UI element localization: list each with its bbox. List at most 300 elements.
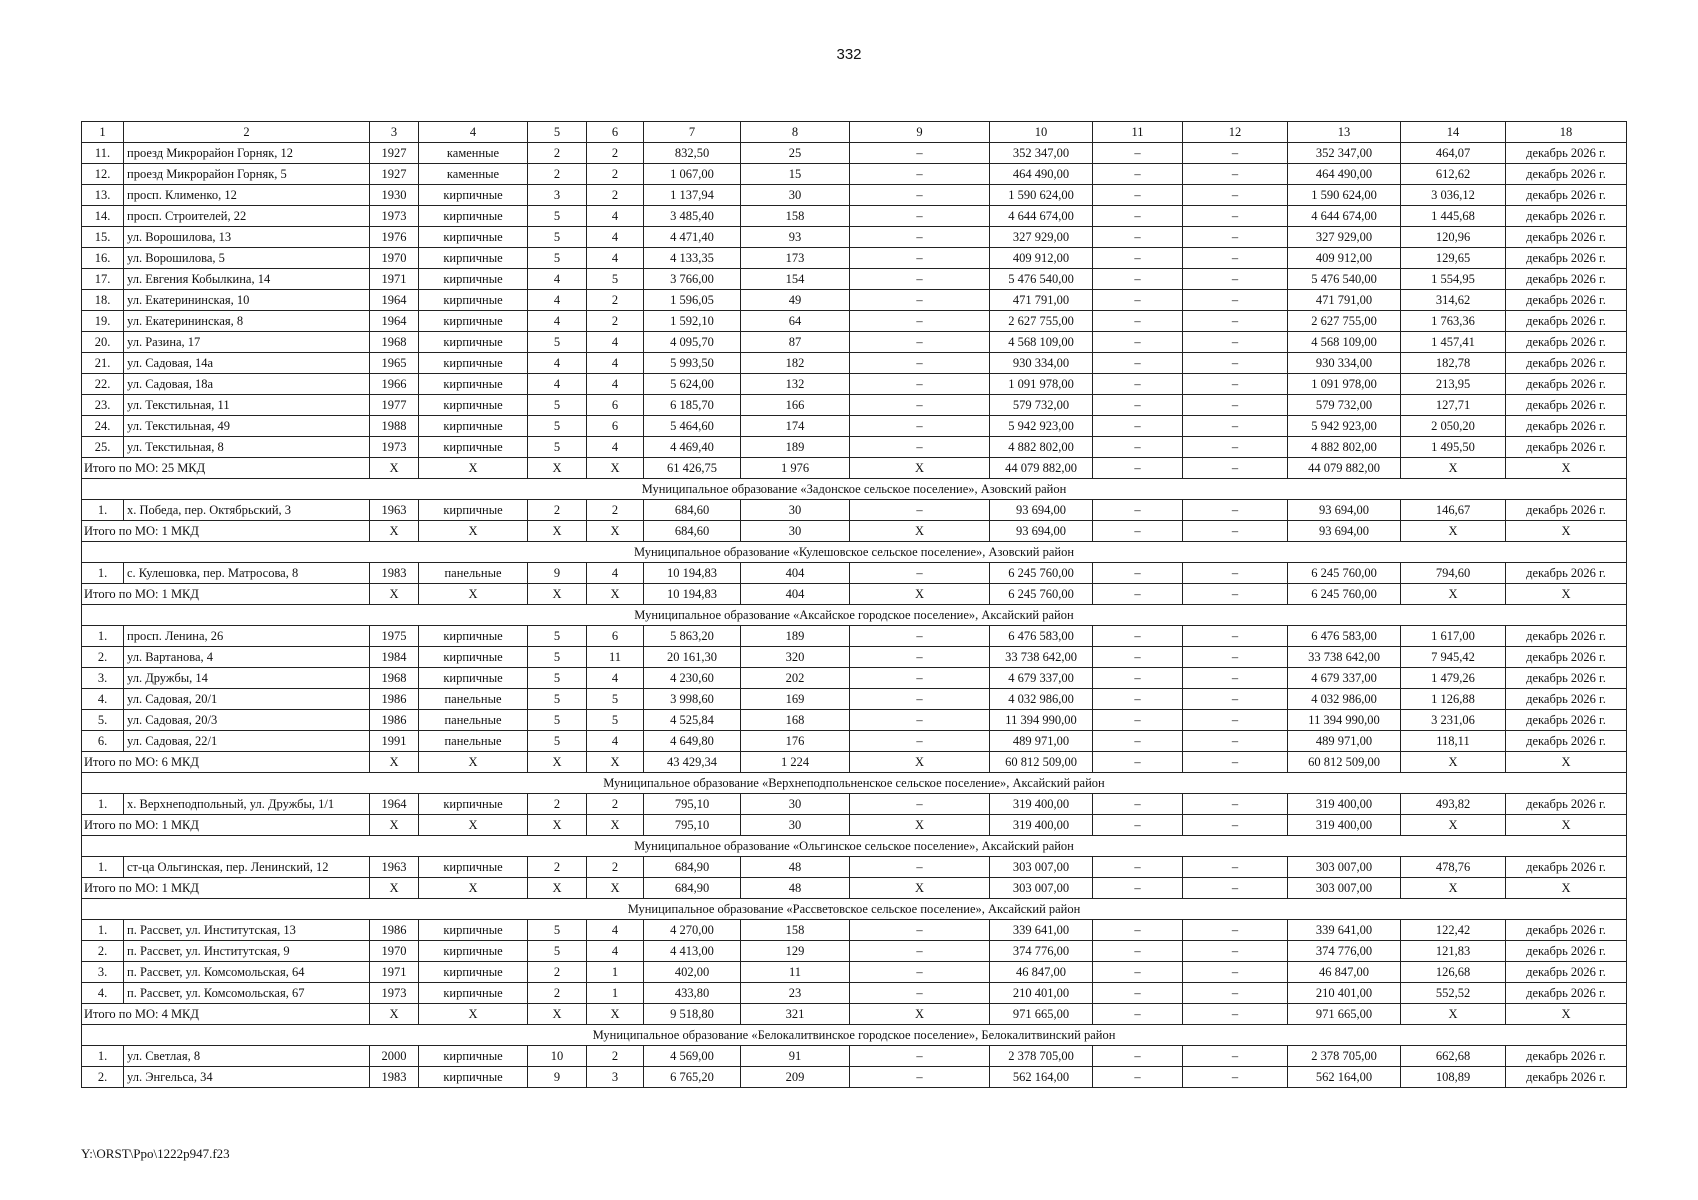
table-cell: 1 479,26: [1401, 668, 1506, 689]
table-cell: 11 394 990,00: [990, 710, 1093, 731]
table-cell: –: [1183, 626, 1288, 647]
table-cell: 1 763,36: [1401, 311, 1506, 332]
total-cell: X: [1401, 521, 1506, 542]
total-cell: –: [1183, 752, 1288, 773]
table-cell: –: [850, 941, 990, 962]
municipality-title: Муниципальное образование «Верхнеподпольненское сельское поселение», Аксайский район: [82, 773, 1627, 794]
total-cell: 404: [741, 584, 850, 605]
table-cell: 122,42: [1401, 920, 1506, 941]
table-cell: –: [1183, 290, 1288, 311]
table-cell: 327 929,00: [1288, 227, 1401, 248]
total-cell: 9 518,80: [644, 1004, 741, 1025]
table-cell: декабрь 2026 г.: [1506, 983, 1627, 1004]
column-header: 6: [587, 122, 644, 143]
table-cell: –: [1183, 710, 1288, 731]
address-cell: просп. Строителей, 22: [124, 206, 370, 227]
table-cell: –: [1093, 500, 1183, 521]
table-cell: –: [850, 920, 990, 941]
table-cell: 794,60: [1401, 563, 1506, 584]
total-cell: X: [419, 752, 528, 773]
table-cell: –: [850, 437, 990, 458]
section-header-row: [82, 542, 1627, 563]
row-number-cell: 6.: [82, 731, 124, 752]
table-cell: 5: [587, 710, 644, 731]
table-cell: 1965: [370, 353, 419, 374]
column-header: 2: [124, 122, 370, 143]
address-cell: ул. Садовая, 22/1: [124, 731, 370, 752]
table-cell: 6: [587, 626, 644, 647]
table-cell: –: [1093, 437, 1183, 458]
table-body: [82, 143, 1627, 1088]
table-cell: 129: [741, 941, 850, 962]
table-cell: –: [1093, 962, 1183, 983]
table-cell: 6: [587, 416, 644, 437]
table-cell: 1986: [370, 920, 419, 941]
table-cell: кирпичные: [419, 311, 528, 332]
total-cell: –: [1093, 878, 1183, 899]
table-cell: –: [1093, 710, 1183, 731]
table-cell: 319 400,00: [990, 794, 1093, 815]
table-cell: 1: [587, 983, 644, 1004]
row-number-cell: 20.: [82, 332, 124, 353]
table-cell: –: [850, 731, 990, 752]
table-cell: декабрь 2026 г.: [1506, 857, 1627, 878]
table-row: [82, 269, 1627, 290]
address-cell: п. Рассвет, ул. Комсомольская, 64: [124, 962, 370, 983]
total-cell: –: [1093, 584, 1183, 605]
table-cell: кирпичные: [419, 290, 528, 311]
total-cell: 43 429,34: [644, 752, 741, 773]
table-cell: 4: [587, 332, 644, 353]
row-number-cell: 11.: [82, 143, 124, 164]
table-cell: 4 679 337,00: [1288, 668, 1401, 689]
total-cell: X: [370, 458, 419, 479]
address-cell: с. Кулешовка, пер. Матросова, 8: [124, 563, 370, 584]
table-cell: 33 738 642,00: [1288, 647, 1401, 668]
table-cell: 1970: [370, 248, 419, 269]
table-cell: 1927: [370, 164, 419, 185]
table-cell: 209: [741, 1067, 850, 1088]
section-header-row: [82, 1025, 1627, 1046]
section-header-row: [82, 479, 1627, 500]
table-row: [82, 1067, 1627, 1088]
table-cell: 1976: [370, 227, 419, 248]
table-cell: 1973: [370, 206, 419, 227]
table-cell: –: [850, 962, 990, 983]
table-cell: –: [850, 311, 990, 332]
total-cell: 319 400,00: [1288, 815, 1401, 836]
table-cell: 93 694,00: [1288, 500, 1401, 521]
table-cell: декабрь 2026 г.: [1506, 437, 1627, 458]
table-cell: –: [1093, 332, 1183, 353]
table-cell: кирпичные: [419, 920, 528, 941]
table-cell: 4 032 986,00: [1288, 689, 1401, 710]
table-cell: 4 032 986,00: [990, 689, 1093, 710]
table-cell: кирпичные: [419, 395, 528, 416]
table-cell: –: [850, 710, 990, 731]
table-cell: –: [1093, 395, 1183, 416]
table-cell: 4: [528, 353, 587, 374]
table-cell: 9: [528, 563, 587, 584]
table-cell: –: [850, 983, 990, 1004]
table-cell: 562 164,00: [990, 1067, 1093, 1088]
table-cell: декабрь 2026 г.: [1506, 731, 1627, 752]
municipality-title: Муниципальное образование «Ольгинское сельское поселение», Аксайский район: [82, 836, 1627, 857]
total-cell: X: [1506, 584, 1627, 605]
table-cell: –: [1093, 941, 1183, 962]
table-cell: 5: [528, 668, 587, 689]
table-cell: декабрь 2026 г.: [1506, 941, 1627, 962]
table-cell: 4 568 109,00: [1288, 332, 1401, 353]
table-cell: 4: [587, 227, 644, 248]
table-cell: –: [1093, 311, 1183, 332]
total-cell: 44 079 882,00: [1288, 458, 1401, 479]
table-cell: 108,89: [1401, 1067, 1506, 1088]
address-cell: ул. Садовая, 20/1: [124, 689, 370, 710]
table-cell: 169: [741, 689, 850, 710]
table-cell: –: [850, 500, 990, 521]
table-cell: –: [1183, 395, 1288, 416]
table-cell: 5: [587, 689, 644, 710]
row-number-cell: 1.: [82, 794, 124, 815]
table-cell: 2: [587, 185, 644, 206]
table-cell: 30: [741, 500, 850, 521]
table-cell: декабрь 2026 г.: [1506, 164, 1627, 185]
row-number-cell: 1.: [82, 1046, 124, 1067]
column-header: 8: [741, 122, 850, 143]
table-row: [82, 416, 1627, 437]
table-cell: декабрь 2026 г.: [1506, 668, 1627, 689]
table-cell: –: [1183, 206, 1288, 227]
total-cell: X: [1401, 815, 1506, 836]
table-cell: –: [1093, 689, 1183, 710]
table-cell: 4: [587, 941, 644, 962]
table-cell: 4: [587, 248, 644, 269]
table-cell: 5 464,60: [644, 416, 741, 437]
table-cell: 4 649,80: [644, 731, 741, 752]
table-cell: 464 490,00: [990, 164, 1093, 185]
total-cell: 93 694,00: [1288, 521, 1401, 542]
total-cell: 303 007,00: [990, 878, 1093, 899]
table-cell: 176: [741, 731, 850, 752]
total-cell: 48: [741, 878, 850, 899]
table-cell: 5: [528, 941, 587, 962]
table-cell: 129,65: [1401, 248, 1506, 269]
address-cell: ул. Разина, 17: [124, 332, 370, 353]
table-cell: 4 644 674,00: [1288, 206, 1401, 227]
table-cell: 5 993,50: [644, 353, 741, 374]
table-cell: 4: [587, 920, 644, 941]
table-cell: кирпичные: [419, 983, 528, 1004]
column-header: 4: [419, 122, 528, 143]
table-cell: 579 732,00: [1288, 395, 1401, 416]
table-cell: 4 095,70: [644, 332, 741, 353]
row-number-cell: 22.: [82, 374, 124, 395]
total-cell: X: [528, 752, 587, 773]
table-cell: декабрь 2026 г.: [1506, 920, 1627, 941]
table-cell: кирпичные: [419, 626, 528, 647]
table-cell: 174: [741, 416, 850, 437]
table-cell: 1983: [370, 563, 419, 584]
table-cell: декабрь 2026 г.: [1506, 206, 1627, 227]
total-cell: X: [528, 815, 587, 836]
table-row: [82, 353, 1627, 374]
table-cell: 1 592,10: [644, 311, 741, 332]
total-cell: X: [587, 752, 644, 773]
table-row: [82, 1046, 1627, 1067]
table-cell: –: [1093, 857, 1183, 878]
address-cell: ул. Текстильная, 8: [124, 437, 370, 458]
table-cell: 4 230,60: [644, 668, 741, 689]
address-cell: ул. Екатерининская, 10: [124, 290, 370, 311]
total-cell: X: [419, 458, 528, 479]
table-cell: панельные: [419, 731, 528, 752]
table-cell: кирпичные: [419, 1067, 528, 1088]
table-row: [82, 290, 1627, 311]
table-cell: 5 624,00: [644, 374, 741, 395]
table-cell: –: [1093, 269, 1183, 290]
total-row: [82, 752, 1627, 773]
total-row: [82, 1004, 1627, 1025]
table-cell: 4 679 337,00: [990, 668, 1093, 689]
total-cell: X: [1506, 878, 1627, 899]
row-number-cell: 13.: [82, 185, 124, 206]
table-cell: –: [1183, 437, 1288, 458]
table-cell: 1988: [370, 416, 419, 437]
table-cell: кирпичные: [419, 185, 528, 206]
table-cell: 189: [741, 626, 850, 647]
table-cell: –: [1093, 920, 1183, 941]
table-cell: 48: [741, 857, 850, 878]
total-cell: X: [528, 878, 587, 899]
total-cell: –: [1093, 815, 1183, 836]
total-cell: X: [370, 584, 419, 605]
table-cell: 1964: [370, 290, 419, 311]
table-cell: 2: [528, 794, 587, 815]
column-number-row: [82, 122, 1627, 143]
total-label: Итого по МО: 6 МКД: [82, 752, 370, 773]
address-cell: просп. Клименко, 12: [124, 185, 370, 206]
table-cell: 1927: [370, 143, 419, 164]
total-cell: X: [850, 458, 990, 479]
table-row: [82, 164, 1627, 185]
table-cell: –: [1183, 374, 1288, 395]
column-header: 3: [370, 122, 419, 143]
table-cell: 7 945,42: [1401, 647, 1506, 668]
total-cell: X: [850, 752, 990, 773]
total-cell: 321: [741, 1004, 850, 1025]
total-cell: X: [1506, 752, 1627, 773]
table-cell: –: [850, 857, 990, 878]
table-cell: панельные: [419, 563, 528, 584]
table-cell: 1 067,00: [644, 164, 741, 185]
table-cell: кирпичные: [419, 1046, 528, 1067]
table-cell: 1983: [370, 1067, 419, 1088]
row-number-cell: 3.: [82, 668, 124, 689]
table-cell: 30: [741, 185, 850, 206]
table-cell: 5: [528, 689, 587, 710]
address-cell: п. Рассвет, ул. Комсомольская, 67: [124, 983, 370, 1004]
table-cell: 2: [528, 857, 587, 878]
table-cell: 5: [528, 248, 587, 269]
total-cell: X: [1506, 521, 1627, 542]
row-number-cell: 23.: [82, 395, 124, 416]
table-cell: –: [1183, 983, 1288, 1004]
total-cell: X: [1401, 584, 1506, 605]
table-cell: 319 400,00: [1288, 794, 1401, 815]
table-cell: –: [1093, 563, 1183, 584]
table-cell: 4: [528, 290, 587, 311]
table-row: [82, 668, 1627, 689]
table-cell: 6 185,70: [644, 395, 741, 416]
table-cell: 3 231,06: [1401, 710, 1506, 731]
address-cell: ул. Евгения Кобылкина, 14: [124, 269, 370, 290]
table-cell: –: [1183, 416, 1288, 437]
row-number-cell: 21.: [82, 353, 124, 374]
total-cell: –: [1093, 458, 1183, 479]
table-cell: –: [850, 248, 990, 269]
table-cell: 5: [587, 269, 644, 290]
table-cell: 189: [741, 437, 850, 458]
table-cell: –: [1093, 290, 1183, 311]
table-cell: 210 401,00: [990, 983, 1093, 1004]
table-cell: –: [850, 1067, 990, 1088]
table-cell: 795,10: [644, 794, 741, 815]
table-cell: 1991: [370, 731, 419, 752]
address-cell: ул. Садовая, 18а: [124, 374, 370, 395]
table-cell: 2: [528, 983, 587, 1004]
address-cell: ул. Садовая, 20/3: [124, 710, 370, 731]
table-cell: –: [1183, 1067, 1288, 1088]
table-cell: –: [1183, 647, 1288, 668]
table-cell: кирпичные: [419, 647, 528, 668]
table-cell: 2 627 755,00: [990, 311, 1093, 332]
table-cell: декабрь 2026 г.: [1506, 269, 1627, 290]
table-cell: 1986: [370, 710, 419, 731]
table-row: [82, 311, 1627, 332]
municipality-title: Муниципальное образование «Задонское сельское поселение», Азовский район: [82, 479, 1627, 500]
table-cell: –: [850, 374, 990, 395]
table-cell: –: [1093, 374, 1183, 395]
table-cell: 4 644 674,00: [990, 206, 1093, 227]
table-cell: 579 732,00: [990, 395, 1093, 416]
table-cell: 4 413,00: [644, 941, 741, 962]
table-cell: –: [1093, 185, 1183, 206]
row-number-cell: 18.: [82, 290, 124, 311]
table-cell: 4: [528, 269, 587, 290]
table-cell: 471 791,00: [990, 290, 1093, 311]
table-cell: 409 912,00: [990, 248, 1093, 269]
table-cell: 173: [741, 248, 850, 269]
row-number-cell: 17.: [82, 269, 124, 290]
table-cell: 552,52: [1401, 983, 1506, 1004]
row-number-cell: 1.: [82, 563, 124, 584]
table-cell: 5: [528, 710, 587, 731]
table-cell: декабрь 2026 г.: [1506, 290, 1627, 311]
total-cell: X: [1506, 458, 1627, 479]
table-cell: 5: [528, 626, 587, 647]
total-cell: 684,90: [644, 878, 741, 899]
total-cell: –: [1093, 752, 1183, 773]
row-number-cell: 14.: [82, 206, 124, 227]
address-cell: ст-ца Ольгинская, пер. Ленинский, 12: [124, 857, 370, 878]
table-cell: 4 525,84: [644, 710, 741, 731]
table-cell: декабрь 2026 г.: [1506, 353, 1627, 374]
table-cell: кирпичные: [419, 416, 528, 437]
table-cell: декабрь 2026 г.: [1506, 794, 1627, 815]
row-number-cell: 4.: [82, 983, 124, 1004]
total-cell: X: [370, 1004, 419, 1025]
table-cell: 5: [528, 731, 587, 752]
table-cell: 2: [587, 857, 644, 878]
table-cell: 1971: [370, 269, 419, 290]
total-cell: 6 245 760,00: [990, 584, 1093, 605]
total-cell: X: [1401, 878, 1506, 899]
table-cell: 489 971,00: [990, 731, 1093, 752]
table-cell: –: [1093, 353, 1183, 374]
total-cell: 44 079 882,00: [990, 458, 1093, 479]
table-cell: 5: [528, 206, 587, 227]
table-cell: 202: [741, 668, 850, 689]
table-cell: 489 971,00: [1288, 731, 1401, 752]
total-cell: X: [419, 878, 528, 899]
table-cell: декабрь 2026 г.: [1506, 626, 1627, 647]
table-cell: 4 133,35: [644, 248, 741, 269]
total-cell: 30: [741, 815, 850, 836]
table-cell: 1 091 978,00: [1288, 374, 1401, 395]
table-cell: 2: [587, 290, 644, 311]
table-cell: –: [850, 416, 990, 437]
table-cell: 2: [587, 500, 644, 521]
table-row: [82, 143, 1627, 164]
column-header: 9: [850, 122, 990, 143]
total-cell: –: [1183, 878, 1288, 899]
table-cell: 25: [741, 143, 850, 164]
table-cell: 3 998,60: [644, 689, 741, 710]
table-cell: 158: [741, 206, 850, 227]
row-number-cell: 4.: [82, 689, 124, 710]
table-cell: –: [1093, 164, 1183, 185]
table-cell: –: [1093, 416, 1183, 437]
total-label: Итого по МО: 4 МКД: [82, 1004, 370, 1025]
table-cell: 471 791,00: [1288, 290, 1401, 311]
table-cell: 404: [741, 563, 850, 584]
table-cell: 1975: [370, 626, 419, 647]
total-cell: X: [370, 815, 419, 836]
table-cell: –: [1183, 668, 1288, 689]
table-cell: 87: [741, 332, 850, 353]
total-cell: 1 976: [741, 458, 850, 479]
table-cell: 2: [528, 500, 587, 521]
total-cell: X: [370, 878, 419, 899]
column-header: 7: [644, 122, 741, 143]
total-cell: 1 224: [741, 752, 850, 773]
table-cell: кирпичные: [419, 668, 528, 689]
table-cell: 433,80: [644, 983, 741, 1004]
total-cell: X: [587, 815, 644, 836]
total-cell: X: [850, 584, 990, 605]
table-row: [82, 626, 1627, 647]
column-header: 14: [1401, 122, 1506, 143]
table-cell: –: [1093, 731, 1183, 752]
table-cell: кирпичные: [419, 500, 528, 521]
table-cell: кирпичные: [419, 353, 528, 374]
total-cell: X: [528, 458, 587, 479]
table-cell: 832,50: [644, 143, 741, 164]
table-cell: кирпичные: [419, 248, 528, 269]
table-cell: –: [1183, 248, 1288, 269]
total-cell: 684,60: [644, 521, 741, 542]
